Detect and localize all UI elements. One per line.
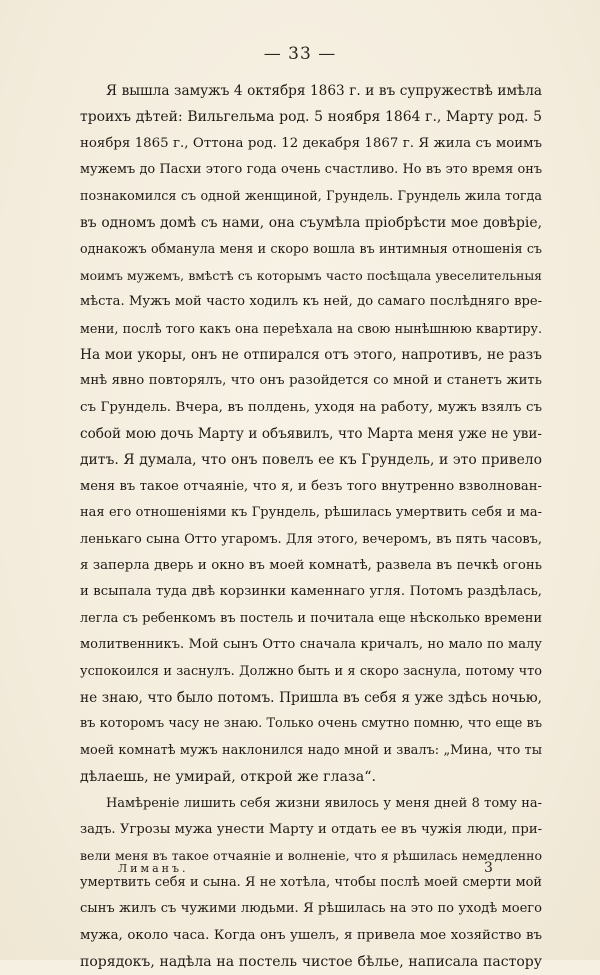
page-footer: [0, 862, 600, 884]
text-line: мнѣ явно повторялъ, что онъ разойдется со мной и станетъ жить: [80, 373, 542, 389]
text-line: въ которомъ часу не знаю. Только очень смутно помню, что еще въ: [80, 716, 542, 732]
text-line: моимъ мужемъ, вмѣстѣ съ которымъ часто посѣщала увеселительныя: [80, 268, 542, 283]
text-line: легла съ ребенкомъ въ постель и почитала еще нѣсколько времени: [80, 610, 542, 626]
text-line: порядокъ, надѣла на постель чистое бѣлье, написала пастору: [80, 953, 542, 970]
text-line: ленькаго сына Отто угаромъ. Для этого, вечеромъ, въ пять часовъ,: [80, 531, 542, 547]
text-line: дѣлаешь, не умирай, открой же глаза“.: [80, 769, 376, 786]
sheet-number: 3: [484, 860, 493, 876]
signature-mark: Лиманъ.: [118, 862, 189, 875]
text-line: мужа, около часа. Когда онъ ушелъ, я привела мое хозяйство въ: [80, 927, 542, 943]
text-line: умертвить себя и сына. Я не хотѣла, чтобы послѣ моей смерти мой: [80, 874, 542, 890]
text-line: Я вышла замужъ 4 октября 1863 г. и въ супружествѣ имѣла: [106, 83, 542, 99]
text-line: однакожъ обманула меня и скоро вошла въ интимныя отношенія съ: [80, 241, 542, 257]
text-line: ная его отношеніями къ Грундель, рѣшилась умертвить себя и ма-: [80, 505, 542, 521]
text-line: молитвенникъ. Мой сынъ Отто сначала кричалъ, но мало по малу: [80, 637, 542, 653]
text-line: я заперла дверь и окно въ моей комнатѣ, развела въ печкѣ огонь: [80, 558, 542, 574]
text-line: задъ. Угрозы мужа унести Марту и отдать ее въ чужія люди, при-: [80, 821, 542, 837]
text-line: собой мою дочь Марту и объявилъ, что Марта меня уже не уви-: [80, 426, 542, 443]
text-line: мѣста. Мужъ мой часто ходилъ къ ней, до самаго послѣдняго вре-: [80, 294, 542, 310]
text-line: моей комнатѣ мужъ наклонился надо мной и звалъ: „Мина, что ты: [80, 742, 542, 758]
text-line: мужемъ до Пасхи этого года очень счастливо. Но въ это время онъ: [80, 162, 542, 178]
body-text: [80, 78, 542, 975]
text-line: и всыпала туда двѣ корзинки каменнаго угля. Потомъ раздѣлась,: [80, 584, 542, 600]
text-line: въ одномъ домѣ съ нами, она съумѣла пріобрѣсти мое довѣріе,: [80, 214, 542, 231]
text-line: На мои укоры, онъ не отпирался отъ этого, напротивъ, не разъ: [80, 346, 542, 363]
text-line: съ Грундель. Вчера, въ полдень, уходя на работу, мужъ взялъ съ: [80, 399, 542, 415]
text-line: меня въ такое отчаяніе, что я, и безъ того внутренно взволнован-: [80, 478, 542, 494]
text-line: мени, послѣ того какъ она переѣхала на свою нынѣшнюю квартиру.: [80, 320, 542, 336]
text-line: вели меня въ такое отчаяніе и волненіе, что я рѣшилась немедленно: [80, 848, 542, 864]
text-line: троихъ дѣтей: Вильгельма род. 5 ноября 1864 г., Марту род. 5: [80, 109, 542, 126]
text-line: познакомился съ одной женщиной, Грундель. Грундель жила тогда: [80, 188, 542, 204]
text-line: Намѣреніе лишить себя жизни явилось у меня дней 8 тому на-: [106, 795, 542, 811]
page-number: — 33 —: [263, 44, 337, 64]
text-line: успокоился и заснулъ. Должно быть и я скоро заснула, потому что: [80, 663, 542, 679]
text-line: дитъ. Я думала, что онъ повелъ ее къ Грундель, и это привело: [80, 452, 542, 469]
text-line: не знаю, что было потомъ. Пришла въ себя я уже здѣсь ночью,: [80, 689, 542, 706]
text-line: ноября 1865 г., Оттона род. 12 декабря 1867 г. Я жила съ моимъ: [80, 135, 542, 151]
text-line: сынъ жилъ съ чужими людьми. Я рѣшилась на это по уходѣ моего: [80, 901, 542, 917]
